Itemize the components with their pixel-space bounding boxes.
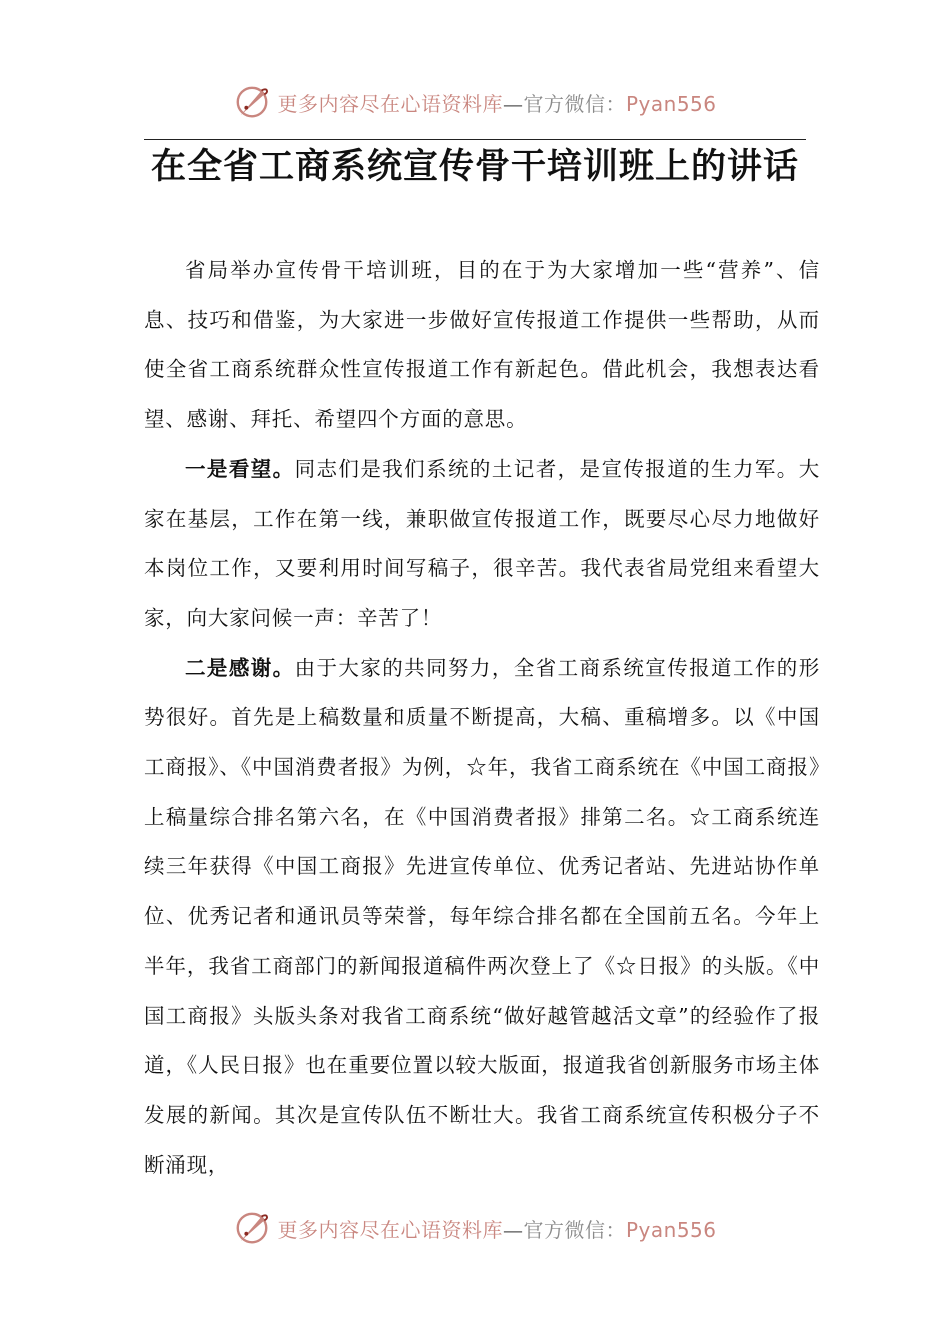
paragraph-thanks	[144, 644, 820, 1191]
banner-wechat-id: Pyan556	[625, 1217, 717, 1242]
paragraph-visit	[144, 445, 820, 644]
banner-wechat-label: 官方微信：	[523, 1217, 626, 1242]
paragraph-text: 同志们是我们系统的土记者，是宣传报道的生力军。大家在基层，工作在第一线，兼职做宣传报道工作，既要尽心尽力地做好本岗位工作，又要利用时间写稿子，很辛苦。我代表省局党组来看望大家，向大家问候一声：辛苦了！	[144, 456, 821, 630]
paragraph-text: 省局举办宣传骨干培训班，目的在于为大家增加一些“营养”、信息、技巧和借鉴，为大家进一步做好宣传报道工作提供一些帮助，从而使全省工商系统群众性宣传报道工作有新起色。借此机会，我想表达看望、感谢、拜托、希望四个方面的意思。	[144, 258, 820, 432]
paragraph-intro	[144, 246, 820, 445]
banner-content	[233, 1209, 716, 1247]
banner-slogan: 更多内容尽在心语资料库	[277, 91, 503, 116]
quill-logo-icon	[233, 1209, 271, 1247]
paragraph-text: 由于大家的共同努力，全省工商系统宣传报道工作的形势很好。首先是上稿数量和质量不断提高，大稿、重稿增多。以《中国工商报》、《中国消费者报》为例，☆年，我省工商系统在《中国工商报》上稿量综合排名第六名，在《中国消费者报》排第二名。☆工商系统连续三年获得《中国工商报》先进宣传单位、优秀记者站、先进站协作单位、优秀记者和通讯员等荣誉，每年综合排名都在全国前五名。今年上半年，我省工商部门的新闻报道稿件两次登上了《☆日报》的头版。《中国工商报》头版头条对我省工商系统“做好越管越活文章”的经验作了报道，《人民日报》也在重要位置以较大版面，报道我省创新服务市场主体发展的新闻。其次是宣传队伍不断壮大。我省工商系统宣传积极分子不断涌现，	[144, 655, 821, 1177]
banner-separator: —	[502, 91, 524, 116]
quill-logo-icon	[233, 83, 271, 121]
banner-text	[277, 88, 716, 117]
paragraph-lead: 二是感谢。	[185, 655, 295, 680]
footer-banner	[0, 1206, 950, 1250]
banner-wechat-id: Pyan556	[625, 91, 717, 116]
banner-text	[277, 1214, 716, 1243]
paragraph-lead: 一是看望。	[185, 456, 295, 481]
banner-content	[233, 83, 716, 121]
document-body	[144, 246, 820, 1190]
page-title: 在全省工商系统宣传骨干培训班上的讲话	[150, 146, 799, 187]
banner-wechat-label: 官方微信：	[523, 91, 626, 116]
banner-separator: —	[502, 1217, 524, 1242]
title-divider	[144, 139, 806, 140]
header-banner	[0, 80, 950, 124]
banner-slogan: 更多内容尽在心语资料库	[277, 1217, 503, 1242]
